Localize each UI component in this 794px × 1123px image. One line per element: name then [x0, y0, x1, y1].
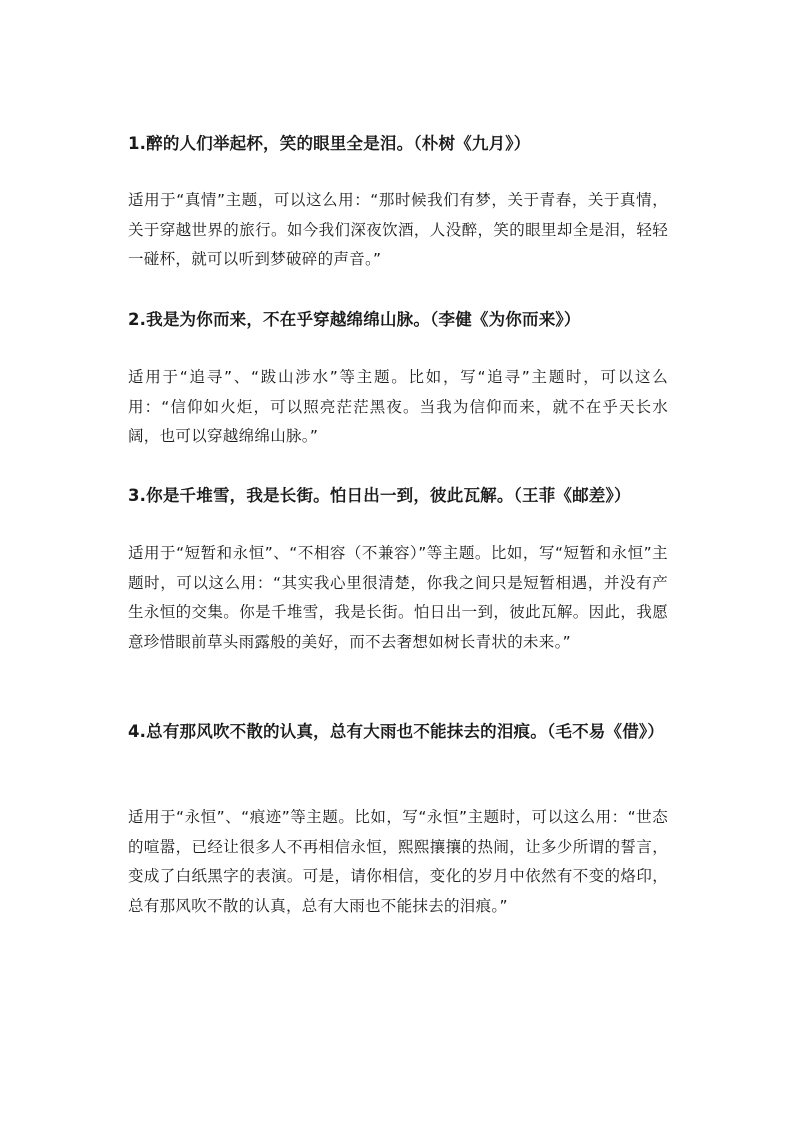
entry-title: 4.总有那风吹不散的认真，总有大雨也不能抹去的泪痕。（毛不易《借》） [128, 722, 665, 741]
entry-body: 适用于“真情”主题，可以这么用：“那时候我们有梦，关于青春，关于真情，关于穿越世界的旅行。如今我们深夜饮酒，人没醉，笑的眼里却全是泪，轻轻一碰杯，就可以听到梦破碎的声音。” [128, 191, 668, 268]
entry-body: 适用于“短暂和永恒”、“不相容（不兼容）”等主题。比如，写“短暂和永恒”主题时，可以这么用：“其实我心里很清楚，你我之间只是短暂相遇，并没有产生永恒的交集。你是千堆雪，我是长街。怕日出一到，彼此瓦解。因此，我愿意珍惜眼前草头雨露般的美好，而不去奢想如树长青状的未来。” [128, 544, 668, 651]
entry-body: 适用于“永恒”、“痕迹”等主题。比如，写“永恒”主题时，可以这么用：“世态的喧嚣，已经让很多人不再相信永恒，熙熙攘攘的热闹，让多少所谓的誓言，变成了白纸黑字的表演。可是，请你相信，变化的岁月中依然有不变的烙印，总有那风吹不散的认真，总有大雨也不能抹去的泪痕。” [128, 808, 668, 915]
entry-title: 2.我是为你而来，不在乎穿越绵绵山脉。（李健《为你而来》） [128, 310, 581, 329]
entry-body: 适用于“追寻”、“跋山涉水”等主题。比如，写“追寻”主题时，可以这么用：“信仰如火炬，可以照亮茫茫黑夜。当我为信仰而来，就不在乎天长水阔，也可以穿越绵绵山脉。” [128, 368, 668, 445]
entry-title: 1.醉的人们举起杯，笑的眼里全是泪。（朴树《九月》） [128, 134, 531, 153]
entry-title: 3.你是千堆雪，我是长街。怕日出一到，彼此瓦解。（王菲《邮差》） [128, 486, 631, 505]
